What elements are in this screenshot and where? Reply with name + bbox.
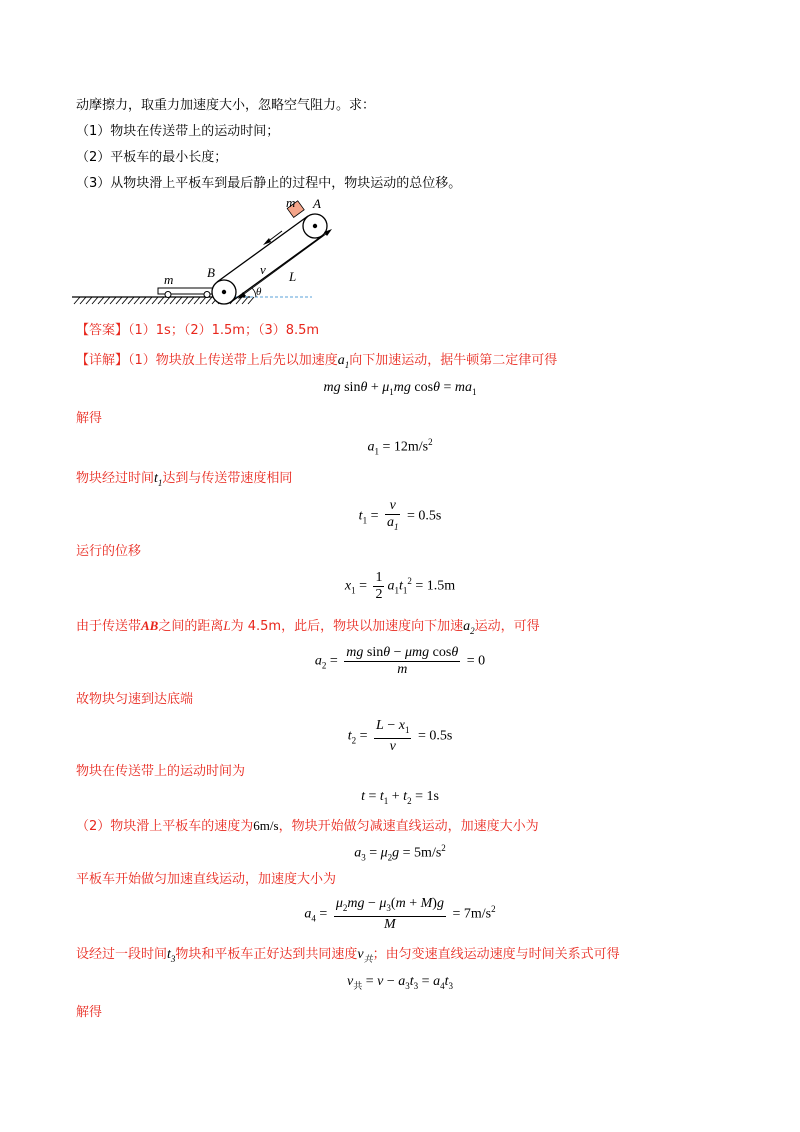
uniform-label: 故物块匀速到达底端 — [76, 692, 194, 707]
detail-text: 之间的距离 — [158, 619, 224, 634]
ground-hatch — [146, 297, 152, 304]
equation-2: $a_1 = 12m/s^2$ — [367, 437, 433, 457]
detail-text: ，物块开始做匀减速直线运动，加速度大小为 — [278, 819, 539, 834]
displacement-label: 运行的位移 — [76, 544, 142, 559]
ground-hatch — [242, 297, 248, 304]
detail-tag: 【详解】 — [76, 353, 129, 368]
detail-text: AB — [141, 618, 159, 633]
label-A: A — [313, 196, 321, 211]
label-B: B — [207, 265, 215, 280]
detail-line-1: 【详解】（1）物块放上传送带上后先以加速度$a_1$向下加速运动，据牛顿第二定律可得 — [76, 353, 558, 370]
equation-1: mg $\sin\theta + \mu_1mg$ $\cos\theta = ma_1$ — [323, 380, 477, 397]
ground-hatch — [134, 297, 140, 304]
detail-text: 物块和平板车正好达到共同速度 — [175, 947, 358, 962]
detail-text: 由于传送带 — [76, 619, 142, 634]
detail-text: 物块经过时间 — [76, 471, 155, 486]
ground-hatch — [92, 297, 98, 304]
detail-text: 运动，可得 — [474, 619, 540, 634]
conveyor-figure — [70, 193, 340, 311]
equation-5: $a_2$ = $\frac{\text{mg sinθ − μmg cosθ}}{m}$ = 0 — [314, 645, 486, 677]
detail-text: L — [223, 618, 231, 633]
ground-hatch — [110, 297, 116, 304]
detail-text: （1）物块放上传送带上后先以加速度 — [128, 353, 338, 368]
detail-text: （2）物块滑上平板车的速度为 — [76, 819, 254, 834]
detail-text: 6m/s — [253, 818, 279, 833]
label-m-cart: m — [164, 272, 174, 287]
detail-text: 设经过一段时间 — [76, 947, 168, 962]
ground-hatch — [206, 297, 212, 304]
answer-line — [76, 322, 319, 340]
ground-hatch — [128, 297, 134, 304]
ground-hatch — [140, 297, 146, 304]
ground-hatch — [188, 297, 194, 304]
answer-tag: 【答案】 — [76, 323, 129, 338]
label-m-top: m — [286, 195, 296, 210]
detail-line-4 — [76, 817, 539, 836]
detail-text: 向下加速运动，据牛顿第二定律可得 — [349, 353, 558, 368]
label-v: v — [260, 262, 266, 277]
equation-4: $x_1$ = $\frac{1}{2}$ $a_1t_1^2 = 1.5m$ — [344, 570, 456, 602]
ground-hatch — [158, 297, 164, 304]
detail-line-3: 由于传送带AB之间的距离L为 4.5m，此后，物块以加速度向下加速$a_2$运动，可得 — [76, 618, 540, 636]
ground-hatch — [176, 297, 182, 304]
ground-hatch — [182, 297, 188, 304]
solve-label-2: 解得 — [76, 1005, 103, 1020]
equation-7: $t = t_1 + t_2 = 1s$ — [361, 789, 439, 806]
ground-hatch — [104, 297, 110, 304]
ground-hatch — [98, 297, 104, 304]
question-3: （3）从物块滑上平板车到最后静止的过程中，物块运动的总位移。 — [76, 176, 462, 191]
question-1: （1）物块在传送带上的运动时间； — [76, 124, 280, 139]
ground-hatch — [164, 297, 170, 304]
ground-hatch — [86, 297, 92, 304]
detail-text: ；由匀变速直线运动速度与时间关系式可得 — [372, 947, 620, 962]
question-2: （2）平板车的最小长度； — [76, 150, 228, 165]
detail-text: 达到与传送带速度相同 — [162, 471, 293, 486]
equation-9: $a_4$ = $\frac{\mu_2mg - \mu_3(m + M)g}{M}$ = $7m/s^2$ — [304, 896, 496, 932]
ground-hatch — [80, 297, 86, 304]
ground-hatch — [200, 297, 206, 304]
ground-hatch — [248, 297, 254, 304]
answer-text: （1）1s；（2）1.5m；（3）8.5m — [128, 323, 320, 338]
label-theta: θ — [256, 286, 262, 298]
solve-label-1: 解得 — [76, 411, 103, 426]
problem-intro: 动摩擦力，取重力加速度大小，忽略空气阻力。求： — [76, 98, 376, 113]
equation-6: $t_2$ = $\frac{L - x_1}{v}$ = 0.5s — [347, 718, 453, 754]
ground-hatch — [122, 297, 128, 304]
ground-hatch — [116, 297, 122, 304]
detail-line-2: 物块经过时间$t_1$达到与传送带速度相同 — [76, 471, 293, 488]
ground-hatch — [74, 297, 80, 304]
ground-hatch — [194, 297, 200, 304]
cart-accel-label: 平板车开始做匀加速直线运动，加速度大小为 — [76, 872, 337, 887]
detail-text: 为 4.5m，此后，物块以加速度向下加速 — [230, 619, 464, 634]
detail-line-5: 设经过一段时间$t_3$物块和平板车正好达到共同速度$v_共$；由匀变速直线运动速度与时间关系式可得 — [76, 947, 620, 964]
equation-3: $t_1$ = $\frac{v}{a_1}$ = 0.5s — [358, 498, 442, 532]
ground-hatch — [152, 297, 158, 304]
label-L: L — [289, 269, 297, 284]
ground-hatch — [170, 297, 176, 304]
total-time-label: 物块在传送带上的运动时间为 — [76, 764, 246, 779]
equation-8: $a_3 = \mu_2g = 5m/s^2$ — [354, 843, 446, 863]
equation-10: $v_共 = v - a_3t_3 = a_4t_3$ — [347, 974, 453, 991]
